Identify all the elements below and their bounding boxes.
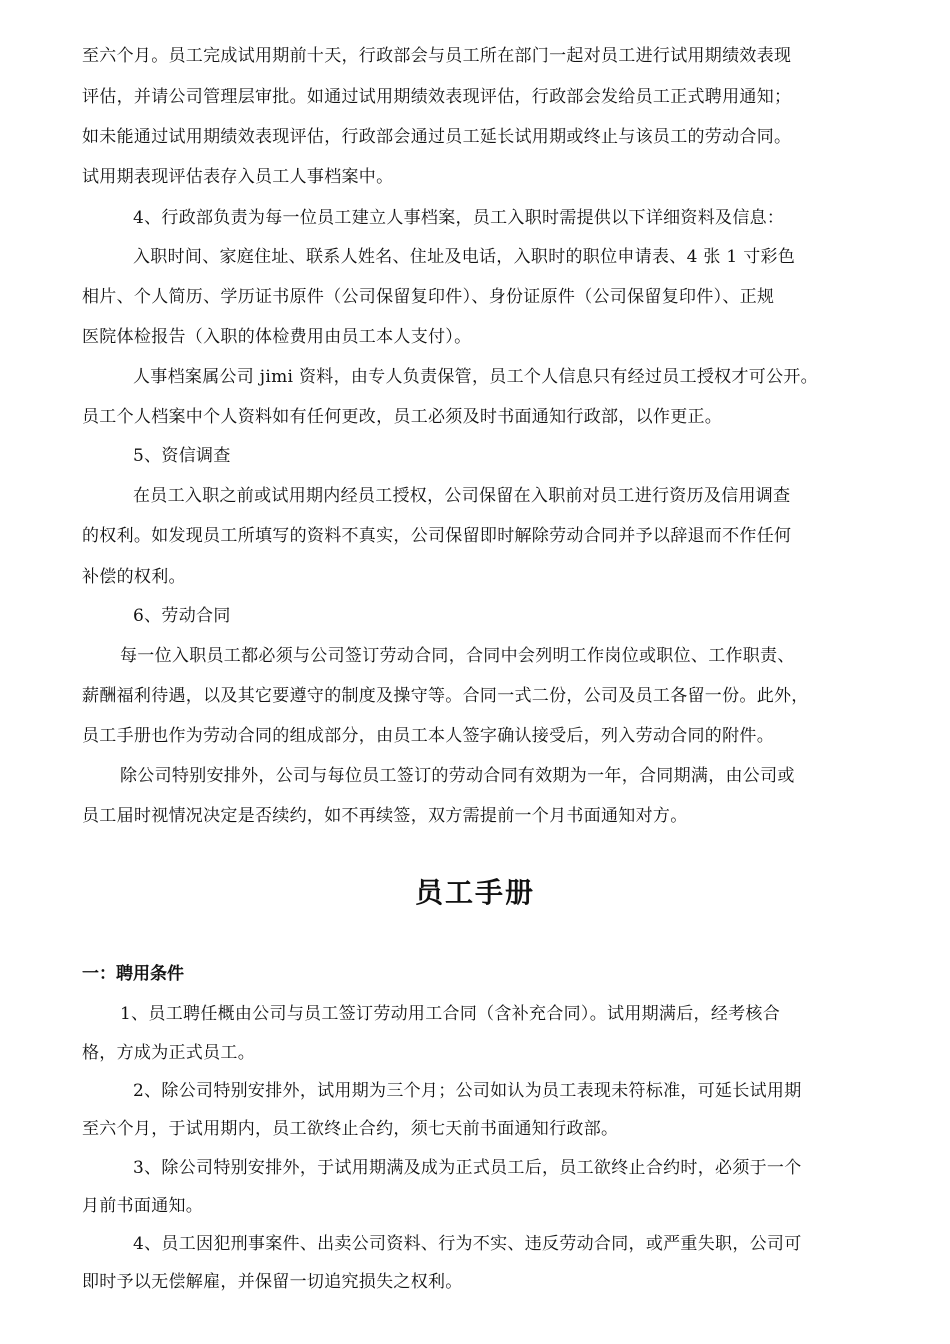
paragraph-line: 医院体检报告（入职的体检费用由员工本人支付）。 xyxy=(82,327,472,347)
list-item-5: 5、资信调查 xyxy=(133,446,231,466)
paragraph-line: 员工届时视情况决定是否续约，如不再续签，双方需提前一个月书面通知对方。 xyxy=(82,806,688,826)
paragraph-line: 试用期表现评估表存入员工人事档案中。 xyxy=(82,167,394,187)
paragraph-line: 员工个人档案中个人资料如有任何更改，员工必须及时书面通知行政部，以作更正。 xyxy=(82,407,723,427)
paragraph-line: 相片、个人简历、学历证书原件（公司保留复印件）、身份证原件（公司保留复印件）、正规 xyxy=(82,287,775,307)
paragraph-line: 如未能通过试用期绩效表现评估，行政部会通过员工延长试用期或终止与该员工的劳动合同。 xyxy=(82,127,792,147)
paragraph-line: 补偿的权利。 xyxy=(82,567,186,587)
list-item-3: 3、除公司特别安排外，于试用期满及成为正式员工后，员工欲终止合约时，必须于一个 xyxy=(133,1158,802,1178)
list-item-4: 4、行政部负责为每一位员工建立人事档案，员工入职时需提供以下详细资料及信息： xyxy=(133,208,785,228)
section-heading: 一：聘用条件 xyxy=(82,964,184,984)
page-title: 员工手册 xyxy=(414,876,535,909)
list-item-2: 2、除公司特别安排外，试用期为三个月；公司如认为员工表现未符标准，可延长试用期 xyxy=(133,1081,802,1101)
paragraph-line: 每一位入职员工都必须与公司签订劳动合同，合同中会列明工作岗位或职位、工作职责、 xyxy=(120,646,795,666)
paragraph-line: 至六个月，于试用期内，员工欲终止合约，须七天前书面通知行政部。 xyxy=(82,1119,619,1139)
paragraph-line: 在员工入职之前或试用期内经员工授权，公司保留在入职前对员工进行资历及信用调查 xyxy=(133,486,791,506)
paragraph-line: 薪酬福利待遇，以及其它要遵守的制度及操守等。合同一式二份，公司及员工各留一份。此外， xyxy=(82,686,809,706)
paragraph-line: 的权利。如发现员工所填写的资料不真实，公司保留即时解除劳动合同并予以辞退而不作任何 xyxy=(82,526,792,546)
paragraph-line: 评估，并请公司管理层审批。如通过试用期绩效表现评估，行政部会发给员工正式聘用通知； xyxy=(82,87,792,107)
paragraph-line: 入职时间、家庭住址、联系人姓名、住址及电话，入职时的职位申请表、4 张 1 寸彩色 xyxy=(133,247,796,267)
paragraph-line: 即时予以无偿解雇，并保留一切追究损失之权利。 xyxy=(82,1272,463,1292)
paragraph-line: 格，方成为正式员工。 xyxy=(82,1043,255,1063)
paragraph-line: 除公司特别安排外，公司与每位员工签订的劳动合同有效期为一年，合同期满，由公司或 xyxy=(120,766,795,786)
paragraph-line: 员工手册也作为劳动合同的组成部分，由员工本人签字确认接受后，列入劳动合同的附件。 xyxy=(82,726,774,746)
paragraph-line: 至六个月。员工完成试用期前十天，行政部会与员工所在部门一起对员工进行试用期绩效表现 xyxy=(82,46,792,66)
list-item-1: 1、员工聘任概由公司与员工签订劳动用工合同（含补充合同）。试用期满后，经考核合 xyxy=(120,1004,781,1024)
list-item-6: 6、劳动合同 xyxy=(133,606,231,626)
paragraph-line: 人事档案属公司 jimi 资料，由专人负责保管，员工个人信息只有经过员工授权才可公开。 xyxy=(133,367,818,387)
paragraph-line: 月前书面通知。 xyxy=(82,1196,204,1216)
list-item-4b: 4、员工因犯刑事案件、出卖公司资料、行为不实、违反劳动合同，或严重失职，公司可 xyxy=(133,1234,802,1254)
